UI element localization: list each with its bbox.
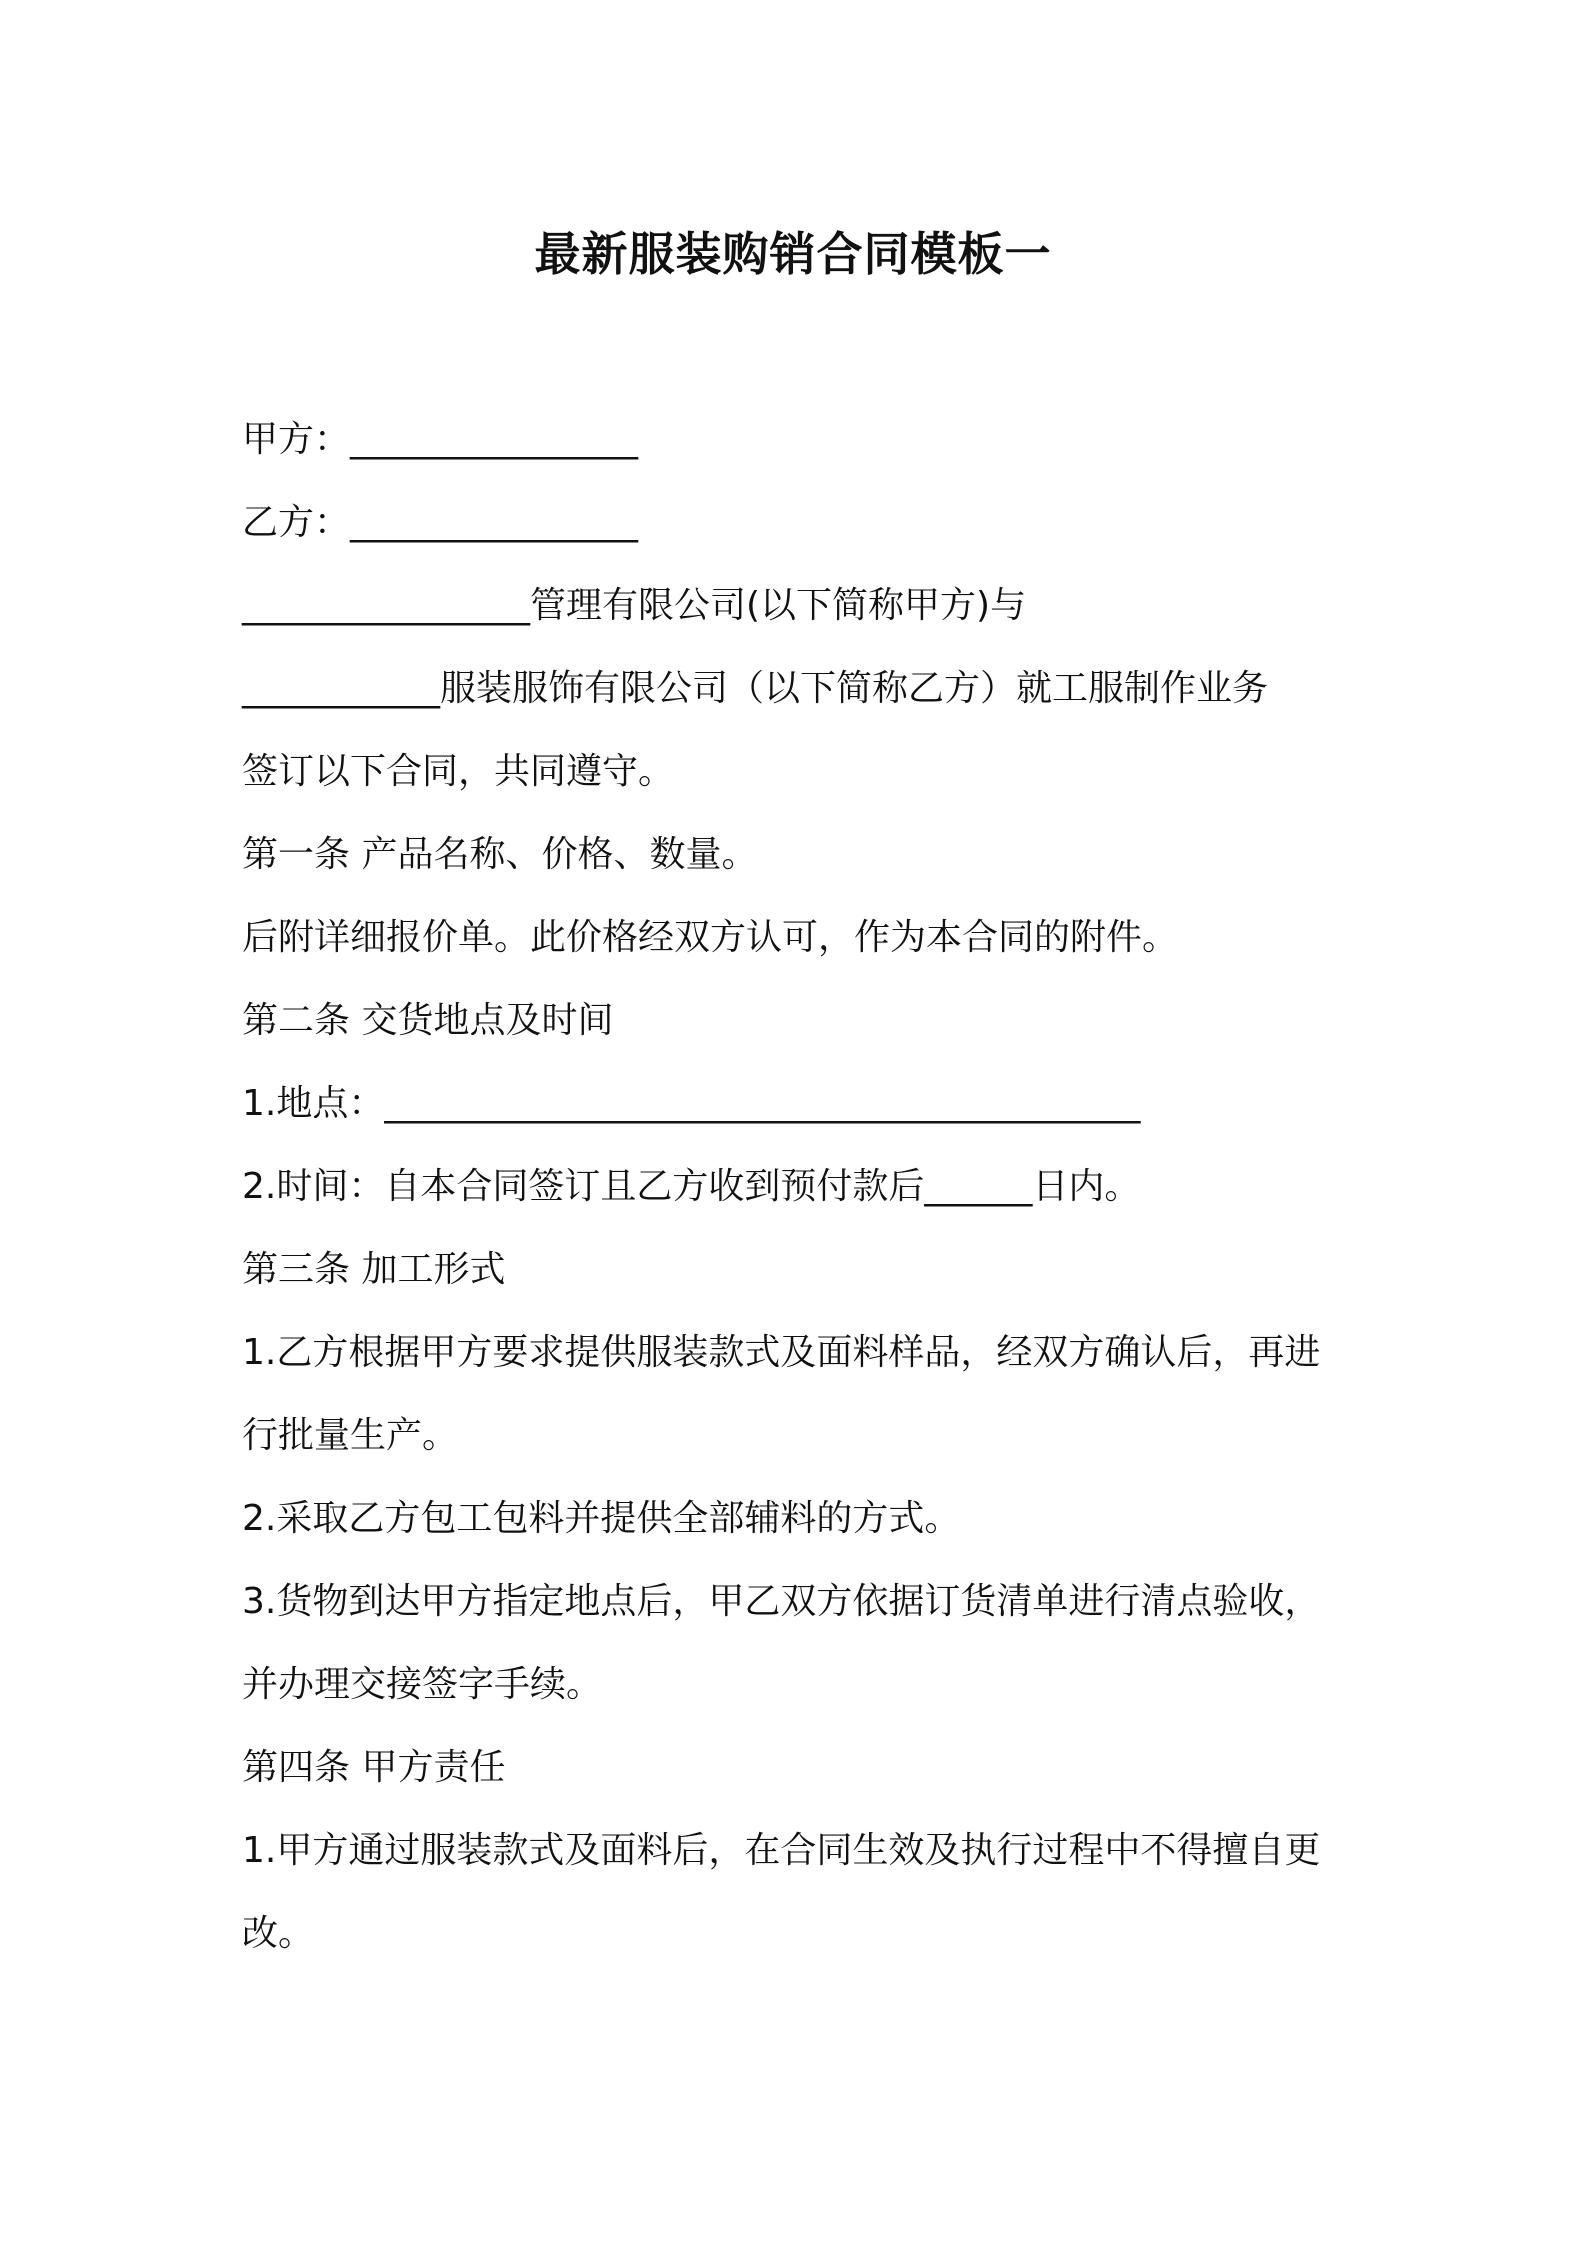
article-2-heading: 第二条 交货地点及时间 [242, 1000, 614, 1041]
intro-line-1 [242, 584, 1357, 628]
article-3-item-2: 2.采取乙方包工包料并提供全部辅料的方式。 [242, 1498, 961, 1539]
party-b-line: 乙方：________________ [242, 502, 639, 543]
article-1-text: 后附详细报价单。此价格经双方认可，作为本合同的附件。 [242, 917, 1179, 958]
article-4-item-1-line-1: 1.甲方通过服装款式及面料后，在合同生效及执行过程中不得擅自更 [242, 1830, 1321, 1871]
article-3-heading: 第三条 加工形式 [242, 1249, 506, 1290]
article-3-item-3-line-1: 3.货物到达甲方指定地点后，甲乙双方依据订货清单进行清点验收， [242, 1581, 1321, 1622]
article-1-heading: 第一条 产品名称、价格、数量。 [242, 834, 758, 875]
article-3-item-1-line-1: 1.乙方根据甲方要求提供服装款式及面料样品，经双方确认后，再进 [242, 1332, 1321, 1373]
article-4-heading: 第四条 甲方责任 [242, 1747, 506, 1788]
document-title: 最新服装购销合同模板一 [534, 227, 1052, 281]
party-a-line: 甲方：________________ [242, 419, 639, 460]
delivery-time-line: 2.时间：自本合同签订且乙方收到预付款后______日内。 [242, 1166, 1141, 1207]
delivery-place-line: 1.地点：__________________________________________ [242, 1083, 1141, 1124]
intro-line-2: ___________服装服饰有限公司（以下简称乙方）就工服制作业务 [242, 668, 1269, 709]
article-4-item-1-line-2: 改。 [242, 1913, 315, 1954]
intro-line-3: 签订以下合同，共同遵守。 [242, 751, 675, 792]
article-3-item-3-line-2: 并办理交接签字手续。 [242, 1664, 603, 1705]
article-3-item-1-line-2: 行批量生产。 [242, 1415, 459, 1456]
intro-line-1-text: ________________管理有限公司(以下简称甲方)与 [242, 585, 1027, 626]
